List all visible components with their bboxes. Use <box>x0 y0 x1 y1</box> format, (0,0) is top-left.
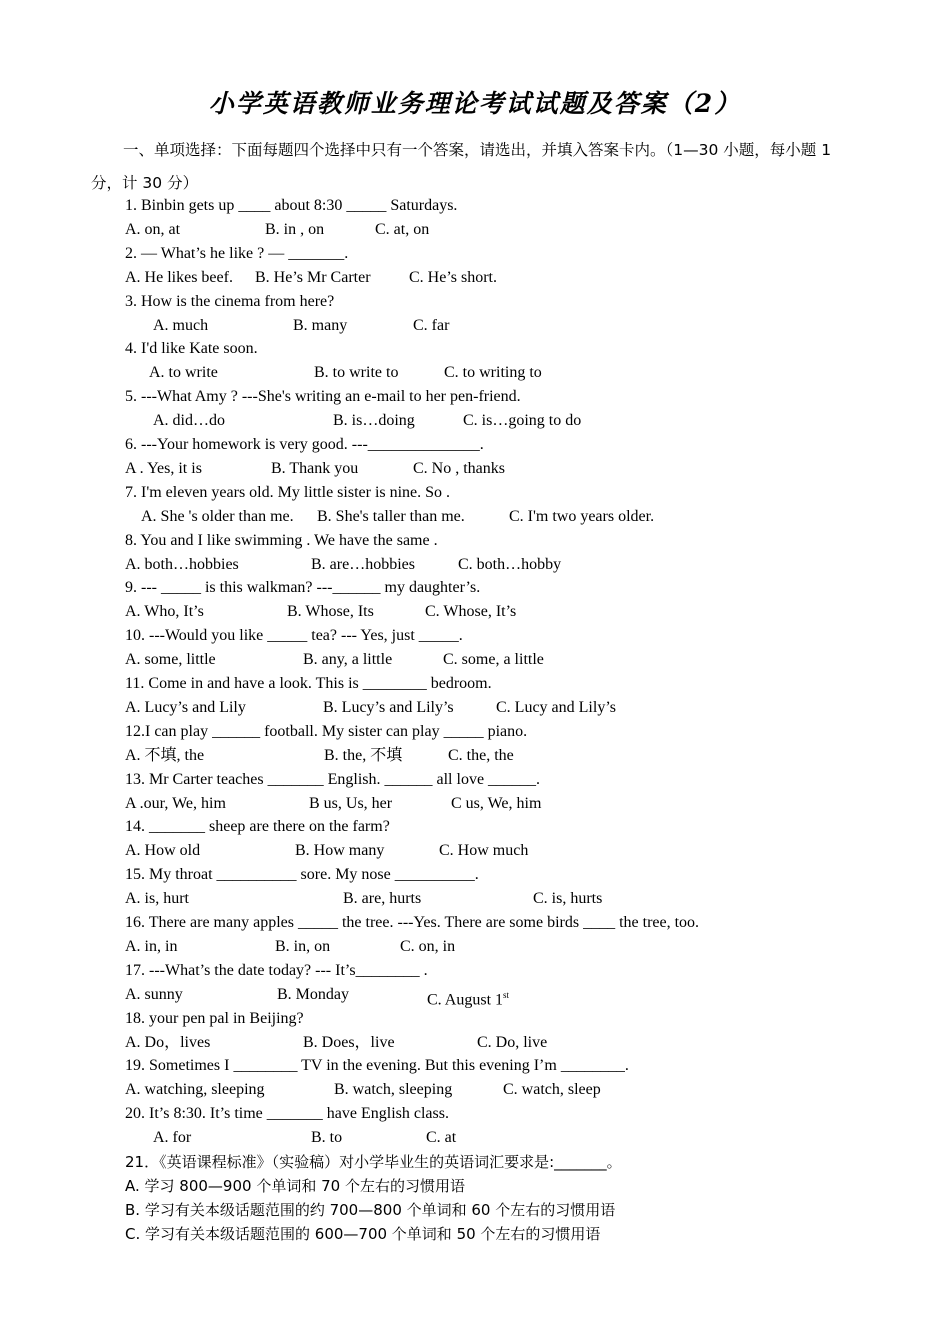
answer-option <box>153 411 225 431</box>
answer-option-text: B us, Us, her <box>309 794 393 812</box>
answer-option <box>311 1128 342 1148</box>
answer-option <box>125 889 189 909</box>
answer-option-text: A. to write <box>149 364 218 382</box>
answer-option-text: A. is, hurt <box>125 890 189 908</box>
answer-option-text: C. August 1 <box>427 991 504 1009</box>
answer-option-text: B. are…hobbies <box>311 555 415 573</box>
question-line: 14. _______ sheep are there on the farm? <box>125 818 390 836</box>
answer-option <box>303 1033 395 1053</box>
answer-option-text: C us, We, him <box>451 794 542 812</box>
answer-option <box>125 555 239 575</box>
answer-option-text: B. the, 不填 <box>324 746 403 764</box>
answer-option <box>125 937 177 957</box>
answer-option <box>125 220 180 240</box>
answer-option <box>125 841 200 861</box>
answer-option-text: A. watching, sleeping <box>125 1081 265 1099</box>
answer-option <box>448 746 514 766</box>
question-line: 11. Come in and have a look. This is ________ bedroom. <box>125 675 492 692</box>
answer-option <box>533 889 602 909</box>
answer-option <box>317 507 465 527</box>
answer-option-text: C. No , thanks <box>413 459 505 477</box>
answer-option <box>439 841 528 861</box>
answer-option-text: A. much <box>153 316 209 334</box>
answer-option <box>409 268 497 288</box>
answer-option-text: B. many <box>293 316 348 334</box>
answer-option-text: C. Whose, It’s <box>425 603 517 621</box>
question-line: 17. ---What’s the date today? --- It’s________ . <box>125 961 428 979</box>
answer-option <box>443 650 544 670</box>
answer-option <box>333 411 415 431</box>
ordinal-suffix: st <box>503 989 510 1000</box>
answer-option <box>477 1033 547 1053</box>
answer-option <box>125 1033 210 1053</box>
answer-option-text: A. both…hobbies <box>125 555 239 573</box>
question-line: 5. ---What Amy ? ---She's writing an e-mail to her pen-friend. <box>125 388 521 406</box>
answer-option-text: B. to <box>311 1129 343 1147</box>
answer-option-text: B. Monday <box>277 985 349 1003</box>
answer-option <box>324 746 402 766</box>
answer-option <box>375 220 429 240</box>
answer-option-text: C. He’s short. <box>409 268 497 286</box>
answer-option <box>451 794 541 814</box>
answer-option-text: C. the, the <box>448 746 514 764</box>
answer-option <box>153 316 208 336</box>
answer-option-text: A. did…do <box>153 412 225 430</box>
answer-option-text: C. watch, sleep <box>503 1081 601 1099</box>
question-line: 3. How is the cinema from here? <box>125 292 335 310</box>
question-line: 10. ---Would you like _____ tea? --- Yes, just _____. <box>125 627 463 645</box>
answer-option-text: C. some, a little <box>443 651 544 669</box>
answer-option <box>153 1128 191 1148</box>
page-title: 小学英语教师业务理论考试试题及答案（2） <box>208 89 742 118</box>
answer-option <box>141 507 294 527</box>
answer-option <box>303 650 392 670</box>
answer-option-text: B. She's taller than me. <box>317 507 465 525</box>
question-line: 12.I can play ______ football. My sister can play _____ piano. <box>125 722 528 740</box>
answer-option <box>413 316 449 336</box>
answer-option <box>425 602 516 622</box>
question-line: 9. --- _____ is this walkman? ---______ my daughter’s. <box>125 579 481 597</box>
answer-option <box>125 268 233 288</box>
answer-option <box>444 363 542 383</box>
question-line: 7. I'm eleven years old. My little sister is nine. So . <box>125 483 451 501</box>
answer-option-text: A. 不填, the <box>125 746 205 764</box>
question-line: 2. — What’s he like ? — _______. <box>125 244 349 262</box>
answer-option-text: B. in, on <box>275 937 331 955</box>
answer-option <box>125 602 204 622</box>
question-line: 15. My throat __________ sore. My nose __________. <box>125 866 479 884</box>
answer-option <box>309 794 392 814</box>
answer-option-text: C. to writing to <box>444 364 542 382</box>
answer-option <box>125 746 204 766</box>
answer-option-text: B. He’s Mr Carter <box>255 268 371 286</box>
answer-option <box>311 555 415 575</box>
answer-option-text: A. on, at <box>125 220 181 238</box>
answer-option <box>295 841 384 861</box>
answer-option-text: C. far <box>413 316 450 334</box>
answer-option-text: C. Do, live <box>477 1033 548 1051</box>
answer-option <box>463 411 581 431</box>
answer-option-text: B. Thank you <box>271 459 359 477</box>
answer-option-text: C. How much <box>439 842 529 860</box>
answer-option-text: A .our, We, him <box>125 794 226 812</box>
question-line: 20. It’s 8:30. It’s time _______ have English class. <box>125 1105 449 1123</box>
answer-option <box>125 650 216 670</box>
answer-option <box>125 1080 265 1100</box>
answer-option-text: A. Lucy’s and Lily <box>125 698 246 716</box>
answer-option <box>400 937 455 957</box>
answer-option <box>125 985 183 1005</box>
answer-option-text: A. for <box>153 1129 192 1147</box>
question-line: 21．《英语课程标准》（实验稿）对小学毕业生的英语词汇要求是:_______。 <box>125 1153 622 1171</box>
answer-option-text: A. some, little <box>125 651 216 669</box>
answer-option <box>125 459 202 479</box>
question-line: 8. You and I like swimming . We have the same . <box>125 531 438 549</box>
answer-option-text: A. How old <box>125 842 201 860</box>
answer-option <box>496 698 616 718</box>
question-line: A. 学习 800—900 个单词和 70 个左右的习惯用语 <box>125 1176 465 1195</box>
answer-option-text: A. Who, It’s <box>125 603 204 621</box>
answer-option-text: A. in, in <box>125 937 178 955</box>
answer-option <box>343 889 421 909</box>
answer-option <box>323 698 454 718</box>
answer-option-text: B. watch, sleeping <box>334 1081 453 1099</box>
answer-option-text: B. in , on <box>265 220 325 238</box>
answer-option-text: B. How many <box>295 842 385 860</box>
answer-option <box>149 363 218 383</box>
answer-option-text: C. both…hobby <box>458 555 562 573</box>
answer-option-text: C. at <box>426 1129 457 1147</box>
answer-option-text: A. Do，lives <box>125 1033 211 1051</box>
answer-option-text: C. on, in <box>400 937 456 955</box>
answer-option-text: B. Does，live <box>303 1033 395 1051</box>
answer-option-text: C. is…going to do <box>463 412 582 430</box>
question-line: 18. your pen pal in Beijing? <box>125 1009 304 1027</box>
question-line: 13. Mr Carter teaches _______ English. ______ all love ______. <box>125 770 541 788</box>
answer-option <box>413 459 505 479</box>
answer-option <box>334 1080 452 1100</box>
answer-option <box>265 220 324 240</box>
answer-option-text: C. is, hurts <box>533 890 603 908</box>
answer-option-text: B. any, a little <box>303 651 393 669</box>
question-line: 6. ---Your homework is very good. ---______________. <box>125 436 484 453</box>
answer-option <box>427 985 509 1010</box>
answer-option-text: C. at, on <box>375 220 430 238</box>
answer-option-text: B. Whose, Its <box>287 603 374 621</box>
answer-option-text: C. Lucy and Lily’s <box>496 698 616 716</box>
answer-option-text: A. sunny <box>125 985 183 1003</box>
answer-option <box>125 794 226 814</box>
question-line: 1. Binbin gets up ____ about 8:30 _____ Saturdays. <box>125 197 458 214</box>
answer-option <box>125 698 246 718</box>
answer-option-text: A. She 's older than me. <box>141 507 294 525</box>
answer-option <box>426 1128 456 1148</box>
answer-option-text: B. are, hurts <box>343 890 422 908</box>
answer-option <box>458 555 561 575</box>
answer-option-text: C. I'm two years older. <box>509 507 655 525</box>
answer-option-text: B. is…doing <box>333 412 415 430</box>
answer-option <box>271 459 358 479</box>
answer-option <box>509 507 654 527</box>
answer-option <box>293 316 347 336</box>
answer-option <box>314 363 398 383</box>
answer-option-text: A. He likes beef. <box>125 268 233 286</box>
question-line: B. 学习有关本级话题范围的约 700—800 个单词和 60 个左右的习惯用语 <box>125 1200 616 1219</box>
answer-option <box>277 985 349 1005</box>
answer-option-text: A . Yes, it is <box>125 459 202 477</box>
answer-option <box>255 268 371 288</box>
question-line: C. 学习有关本级话题范围的 600—700 个单词和 50 个左右的习惯用语 <box>125 1224 601 1243</box>
answer-option <box>275 937 330 957</box>
answer-option <box>287 602 374 622</box>
answer-option <box>503 1080 601 1100</box>
answer-option-text: B. to write to <box>314 364 399 382</box>
answer-option-text: B. Lucy’s and Lily’s <box>323 698 454 716</box>
section-instructions: 一、单项选择：下面每题四个选择中只有一个答案，请选出，并填入答案卡内。（1—30 小题，每小题 1 分，计 30 分） <box>91 141 832 192</box>
question-line: 16. There are many apples _____ the tree. ---Yes. There are some birds ____ the tree, too. <box>125 914 700 931</box>
question-line: 19. Sometimes I ________ TV in the evening. But this evening I’m ________. <box>125 1057 629 1075</box>
question-line: 4. I'd like Kate soon. <box>125 340 258 358</box>
